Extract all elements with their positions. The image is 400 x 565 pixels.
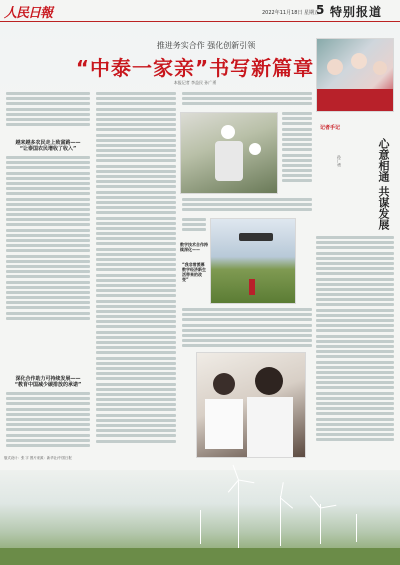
body-text-left-2 [6,156,90,326]
commentary-label [320,124,394,132]
article-byline: 本报记者 李益民 孙广勇 [173,80,217,85]
body-text-col3-mid [182,198,312,216]
body-text-col3-top [182,92,312,110]
section-title: 特别报道 [330,5,383,19]
photo-lab-workers [180,112,278,194]
bottom-landscape-image [0,470,400,565]
commentary-title: 心意相通 共谋发展 [377,138,390,230]
subhead-mid-1-line-a: 数字技术合作持续深化—— [180,242,208,252]
photo-drone-field [210,218,296,304]
subhead-mid-1b [182,262,208,282]
body-text-col3-left-of-drone [182,218,206,238]
subhead-left-2-line-b: “教育中国减少碳排放的承诺” [14,382,82,388]
issue-date: 2022年11月18日 星期五 [262,10,320,16]
subhead-left-2-line-a: 深化合作助力可持续发展—— [15,376,81,382]
body-text-col3-right-of-lab [282,112,312,194]
page-footer-credit: 版式设计：张 宇 图片来源：新华社/中国日报 [4,456,72,460]
commentary-author: 孙广勇 [337,155,342,167]
body-text-left-1 [6,92,90,132]
body-text-col3-lower [182,308,312,350]
commentary-body [316,236,394,450]
photo-students-flags [316,38,394,112]
photo-students-writing [196,352,306,458]
body-text-col3-left-of-students [182,352,194,452]
subhead-left-1 [6,140,90,152]
subhead-mid-1-line-b: “我非常羡慕数字经济新生活带来的改变” [182,262,206,282]
newspaper-logo: 人民日報 [4,6,53,21]
article-headline: “中泰一家亲”书写新篇章 [75,56,315,80]
page-number: 5 [316,3,325,17]
body-text-col2 [96,92,176,452]
masthead [0,0,400,22]
commentary-label-text: 记者手记 [320,125,341,131]
subhead-left-1-line-a: 越来越多农民走上致富路—— [15,140,81,146]
article-kicker: 推进务实合作 强化创新引领 [156,41,256,50]
subhead-left-2 [6,376,90,388]
body-text-left-3 [6,392,90,450]
subhead-mid-1 [180,242,210,252]
subhead-left-1-line-b: “让泰国农民增收了收入” [19,146,77,152]
